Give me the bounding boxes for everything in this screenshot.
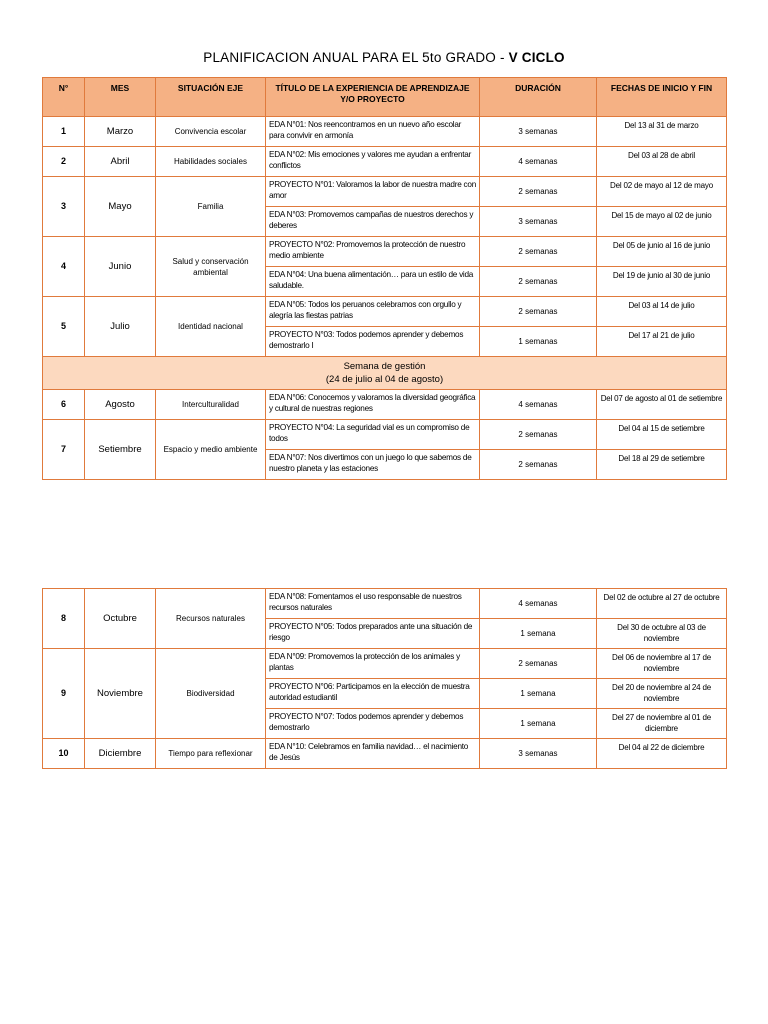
row-titulo: EDA N°10: Celebramos en familia navidad… el nacimiento de Jesús xyxy=(266,739,480,769)
header-duracion: DURACIÓN xyxy=(480,78,597,117)
row-mes: Setiembre xyxy=(85,420,156,480)
row-duracion: 2 semanas xyxy=(480,177,597,207)
row-fechas: Del 05 de junio al 16 de junio xyxy=(597,237,727,267)
row-situacion: Espacio y medio ambiente xyxy=(156,420,266,480)
row-duracion: 1 semana xyxy=(480,679,597,709)
table-row xyxy=(43,420,727,450)
gestion-row xyxy=(43,357,727,390)
header-mes: MES xyxy=(85,78,156,117)
row-titulo: PROYECTO N°06: Participamos en la elección de muestra autoridad estudiantil xyxy=(266,679,480,709)
gestion-dates: (24 de julio al 04 de agosto) xyxy=(325,374,444,385)
planning-table-part-1 xyxy=(42,77,727,480)
row-titulo: EDA N°05: Todos los peruanos celebramos con orgullo y alegría las fiestas patrias xyxy=(266,297,480,327)
row-titulo: EDA N°01: Nos reencontramos en un nuevo año escolar para convivir en armonía xyxy=(266,117,480,147)
row-titulo: EDA N°03: Promovemos campañas de nuestros derechos y deberes xyxy=(266,207,480,237)
row-situacion: Recursos naturales xyxy=(156,589,266,649)
table-row xyxy=(43,177,727,207)
table-row xyxy=(43,297,727,327)
row-num: 3 xyxy=(43,177,85,237)
row-mes: Julio xyxy=(85,297,156,357)
row-duracion: 1 semana xyxy=(480,619,597,649)
row-duracion: 2 semanas xyxy=(480,450,597,480)
row-titulo: PROYECTO N°01: Valoramos la labor de nuestra madre con amor xyxy=(266,177,480,207)
row-titulo: PROYECTO N°04: La seguridad vial es un compromiso de todos xyxy=(266,420,480,450)
row-mes: Mayo xyxy=(85,177,156,237)
row-fechas: Del 20 de noviembre al 24 de noviembre xyxy=(597,679,727,709)
planning-table-part-2 xyxy=(42,588,727,769)
row-num: 6 xyxy=(43,390,85,420)
gestion-cell xyxy=(43,357,727,390)
row-duracion: 4 semanas xyxy=(480,390,597,420)
row-duracion: 2 semanas xyxy=(480,297,597,327)
row-situacion: Interculturalidad xyxy=(156,390,266,420)
table-row xyxy=(43,390,727,420)
row-duracion: 2 semanas xyxy=(480,420,597,450)
row-situacion: Familia xyxy=(156,177,266,237)
row-mes: Marzo xyxy=(85,117,156,147)
row-duracion: 2 semanas xyxy=(480,267,597,297)
row-fechas: Del 03 al 28 de abril xyxy=(597,147,727,177)
table-row xyxy=(43,589,727,619)
row-duracion: 2 semanas xyxy=(480,237,597,267)
row-num: 9 xyxy=(43,649,85,739)
row-fechas: Del 03 al 14 de julio xyxy=(597,297,727,327)
row-titulo: EDA N°06: Conocemos y valoramos la diversidad geográfica y cultural de nuestras regiones xyxy=(266,390,480,420)
row-titulo: PROYECTO N°03: Todos podemos aprender y debemos demostrarlo I xyxy=(266,327,480,357)
row-num: 10 xyxy=(43,739,85,769)
row-situacion: Identidad nacional xyxy=(156,297,266,357)
row-fechas: Del 17 al 21 de julio xyxy=(597,327,727,357)
row-duracion: 3 semanas xyxy=(480,207,597,237)
row-mes: Agosto xyxy=(85,390,156,420)
row-fechas: Del 02 de mayo al 12 de mayo xyxy=(597,177,727,207)
row-titulo: EDA N°02: Mis emociones y valores me ayudan a enfrentar conflictos xyxy=(266,147,480,177)
row-titulo: EDA N°09: Promovemos la protección de los animales y plantas xyxy=(266,649,480,679)
row-fechas: Del 30 de octubre al 03 de noviembre xyxy=(597,619,727,649)
header-titulo: TÍTULO DE LA EXPERIENCIA DE APRENDIZAJE Y/O PROYECTO xyxy=(266,78,480,117)
row-fechas: Del 06 de noviembre al 17 de noviembre xyxy=(597,649,727,679)
row-num: 2 xyxy=(43,147,85,177)
row-fechas: Del 02 de octubre al 27 de octubre xyxy=(597,589,727,619)
row-mes: Noviembre xyxy=(85,649,156,739)
row-num: 4 xyxy=(43,237,85,297)
row-titulo: EDA N°07: Nos divertimos con un juego lo que sabemos de nuestro planeta y las estaciones xyxy=(266,450,480,480)
row-fechas: Del 04 al 15 de setiembre xyxy=(597,420,727,450)
header-fechas: FECHAS DE INICIO Y FIN xyxy=(597,78,727,117)
row-duracion: 1 semanas xyxy=(480,327,597,357)
row-duracion: 3 semanas xyxy=(480,739,597,769)
row-duracion: 3 semanas xyxy=(480,117,597,147)
row-situacion: Biodiversidad xyxy=(156,649,266,739)
table-row xyxy=(43,237,727,267)
table-row xyxy=(43,649,727,679)
gestion-label: Semana de gestión xyxy=(343,361,426,372)
row-num: 5 xyxy=(43,297,85,357)
row-titulo: PROYECTO N°07: Todos podemos aprender y debemos demostrarlo xyxy=(266,709,480,739)
row-fechas: Del 07 de agosto al 01 de setiembre xyxy=(597,390,727,420)
row-situacion: Convivencia escolar xyxy=(156,117,266,147)
page-title: PLANIFICACION ANUAL PARA EL 5to GRADO - V CICLO xyxy=(203,50,565,65)
row-duracion: 4 semanas xyxy=(480,589,597,619)
row-num: 8 xyxy=(43,589,85,649)
header-situacion: SITUACIÓN EJE xyxy=(156,78,266,117)
row-duracion: 2 semanas xyxy=(480,649,597,679)
row-fechas: Del 15 de mayo al 02 de junio xyxy=(597,207,727,237)
row-fechas: Del 13 al 31 de marzo xyxy=(597,117,727,147)
table-row xyxy=(43,147,727,177)
row-titulo: PROYECTO N°02: Promovemos la protección de nuestro medio ambiente xyxy=(266,237,480,267)
row-num: 7 xyxy=(43,420,85,480)
header-num: N° xyxy=(43,78,85,117)
row-situacion: Salud y conservación ambiental xyxy=(156,237,266,297)
row-mes: Diciembre xyxy=(85,739,156,769)
row-fechas: Del 18 al 29 de setiembre xyxy=(597,450,727,480)
row-titulo: EDA N°04: Una buena alimentación… para un estilo de vida saludable. xyxy=(266,267,480,297)
row-duracion: 4 semanas xyxy=(480,147,597,177)
header-row xyxy=(43,78,727,117)
row-fechas: Del 27 de noviembre al 01 de diciembre xyxy=(597,709,727,739)
table-row xyxy=(43,739,727,769)
row-situacion: Tiempo para reflexionar xyxy=(156,739,266,769)
row-num: 1 xyxy=(43,117,85,147)
row-fechas: Del 04 al 22 de diciembre xyxy=(597,739,727,769)
row-titulo: PROYECTO N°05: Todos preparados ante una situación de riesgo xyxy=(266,619,480,649)
row-mes: Abril xyxy=(85,147,156,177)
row-fechas: Del 19 de junio al 30 de junio xyxy=(597,267,727,297)
row-duracion: 1 semana xyxy=(480,709,597,739)
row-situacion: Habilidades sociales xyxy=(156,147,266,177)
row-mes: Octubre xyxy=(85,589,156,649)
table-row xyxy=(43,117,727,147)
row-mes: Junio xyxy=(85,237,156,297)
row-titulo: EDA N°08: Fomentamos el uso responsable de nuestros recursos naturales xyxy=(266,589,480,619)
